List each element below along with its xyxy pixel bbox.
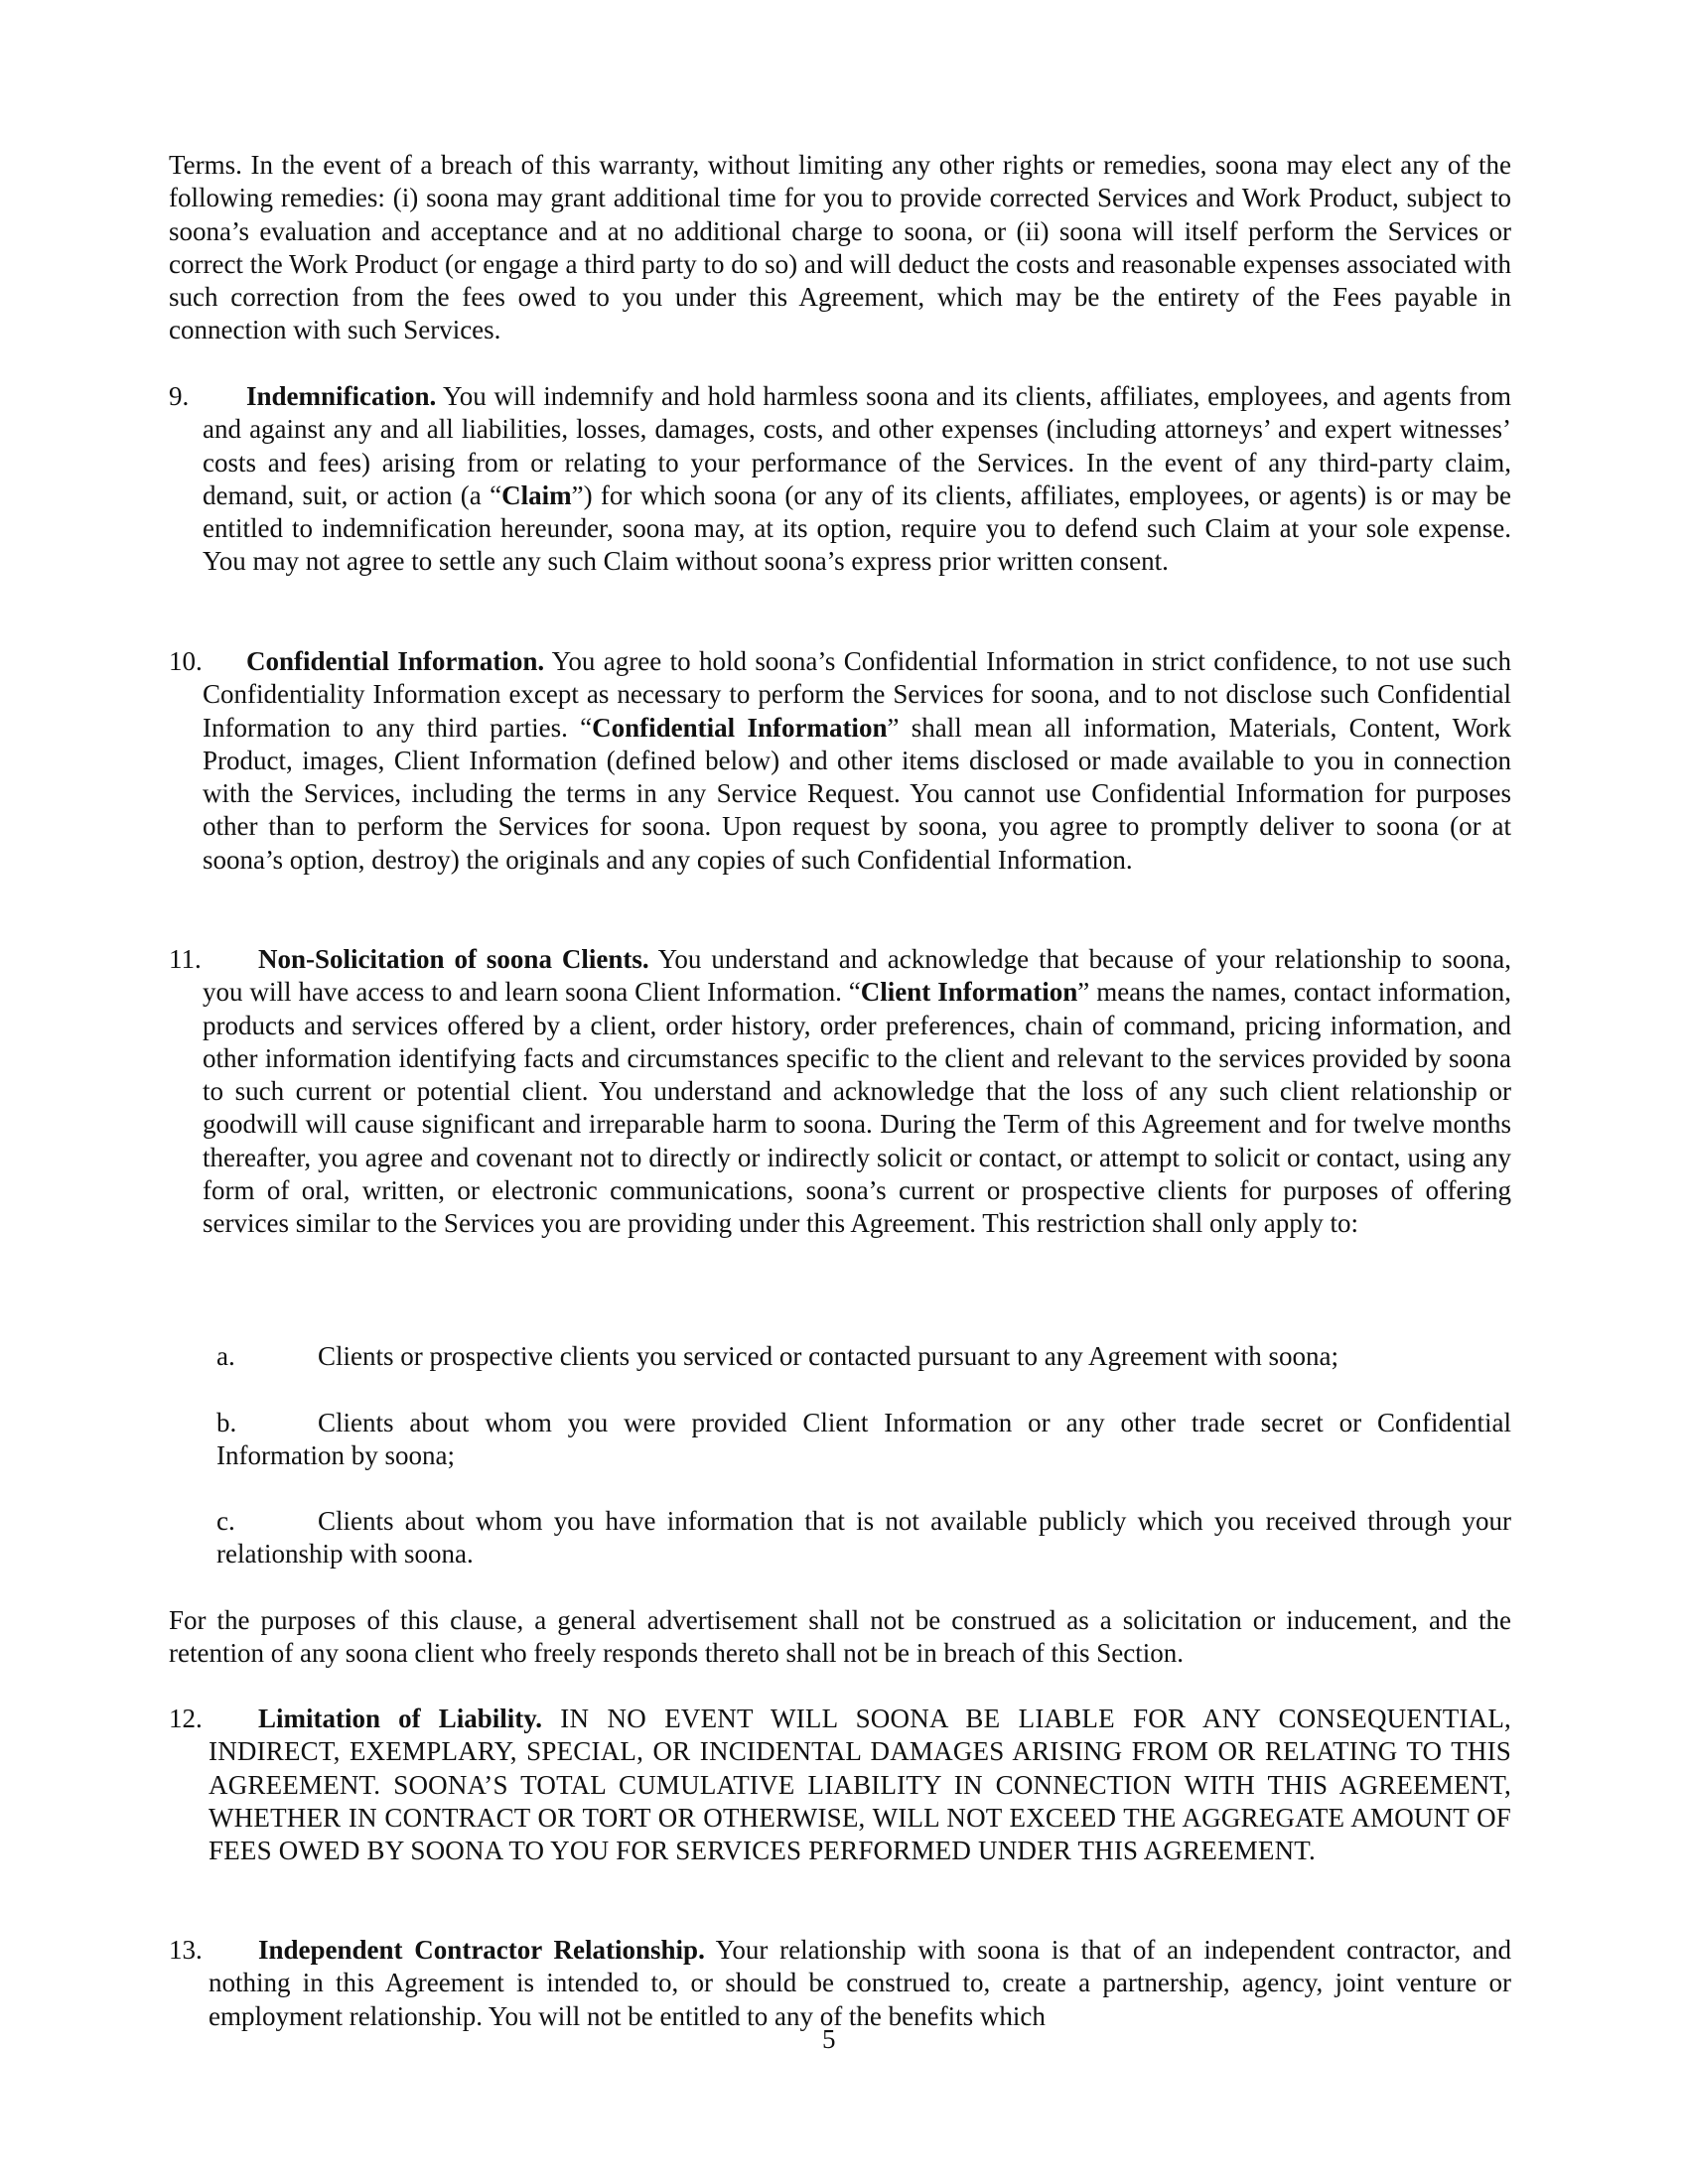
section-heading: Independent Contractor Relationship.: [258, 1935, 705, 1965]
subitem-text: Clients or prospective clients you serviced or contacted pursuant to any Agreement with soona;: [318, 1341, 1338, 1371]
section-text: Your relationship with soona is that of an independent contractor, and nothing in this Agreement is intended to, or should be construed to, create a partnership, agency, joint venture or employment relationship: [209, 1935, 1512, 2031]
section-number: 11.: [169, 944, 202, 974]
subitem-a: [216, 1340, 1511, 1373]
section-text: IN NO EVENT WILL SOONA BE LIABLE FOR ANY CONSEQUENTIAL, INDIRECT, EXEMPLARY, SPECIAL, OR INCIDENTAL DAMAGES ARISING FROM OR RELATING TO THIS AGREEMENT. SOONA’S TOTAL CUMULATIVE LIABILITY IN CONNECTION WITH THIS AGREEMENT, WHETHER IN CONTRACT OR TORT OR OTHERWISE, WILL NOT EXCEED THE AGGREGATE AMOUNT OF FEES OWED BY SOONA TO YOU FOR SERVICES PERFORMED UNDER THIS AGREEMENT.: [209, 1704, 1511, 1866]
section-text: You agree to hold soona’s Confidential Information in strict confidence, to not use such Confidentiality Information except as necessary to perform the Services for soona, and to not disclose such Confidential Information to any third parties. “: [203, 646, 1511, 743]
section-text-after: ”) for which soona (or any of its clients, affiliates, employees, or agents) is or may be entitled to indemnification hereunder, soona may, at its option, require you to defend such Claim at your sole expense. You may not agree to settle any such Claim without soona’s express prior written consent.: [203, 479, 1511, 577]
subitem-b: [216, 1407, 1511, 1473]
section-number: 13.: [169, 1935, 203, 1965]
subitem-c: [216, 1505, 1511, 1571]
defined-term: Claim: [501, 479, 572, 510]
page-number: 5: [822, 2024, 836, 2054]
section-10: [169, 645, 1511, 877]
section-text: You understand and acknowledge that because of your relationship to soona, you will have access to and learn soona Client Information. “: [203, 944, 1511, 1008]
subitem-letter: c.: [216, 1506, 235, 1536]
intro-paragraph: Terms. In the event of a breach of this warranty, without limiting any other rights or remedies, soona may elect any of the following remedies: (i) soona may grant additional time for you to provide corrected Services and Work Product, subject to soona’s evaluation and acceptance and at no additional charge to soona, or (ii) soona will itself perform the Services or correct the Work Product (or engage a third party to do so) and will deduct the costs and reasonable expenses associated with such correction from the fees owed to you under this Agreement, which may be the entirety of the Fees payable in connection with such Services.: [169, 150, 1511, 345]
section-12: [169, 1703, 1511, 1867]
subitem-text: Clients about whom you have information that is not available publicly which you received through your relationship with soona.: [216, 1506, 1511, 1570]
subitem-letter: b.: [216, 1408, 237, 1437]
section-heading: Limitation of Liability.: [258, 1704, 542, 1733]
defined-term: Client Information: [860, 977, 1078, 1008]
section-11: [169, 943, 1511, 1241]
section-11-closing: For the purposes of this clause, a general advertisement shall not be construed as a solicitation or inducement, and the retention of any soona client who freely responds thereto shall not be in breach of this Section.: [169, 1605, 1511, 1669]
section-text: You will indemnify and hold harmless soona and its clients, affiliates, employees, and agents from and against any and all liabilities, losses, damages, costs, and other expenses (including attorneys’ and expert witnesses’ costs and fees) arising from or relating to your performance of the Services. In the event of any third-party claim, demand, suit, or action (a “: [203, 381, 1511, 510]
section-text-after: ” means the names, contact information, products and services offered by a client, order history, order preferences, chain of command, pricing information, and other information identifying facts and circumstances specific to the client and relevant to the services provided by soona to such current or potential client. You understand and acknowledge that the loss of any such client relationship or goodwill will cause significant and irreparable harm to soona. During the Term of this Agreement and for twelve months thereafter, you agree and covenant not to directly or indirectly solicit or contact, or attempt to solicit or contact, using any form of oral, written, or electronic communications, soona’s current or prospective clients for purposes of offering services similar to the Services you are providing under this Agreement. This restriction shall only apply to:: [203, 977, 1511, 1239]
section-heading: Confidential Information.: [246, 646, 545, 676]
section-heading: Non-Solicitation of soona Clients.: [258, 944, 649, 974]
section-text-after: . You will not be entitled to any of the benefits which: [476, 2000, 1046, 2031]
section-text-after: ” shall mean all information, Materials, Content, Work Product, images, Client Information (defined below) and other items disclosed or made available to you in connection with the Services, including the terms in any Service Request. You cannot use Confidential Information for purposes other than to perform the Services for soona. Upon request by soona, you agree to promptly deliver to soona (or at soona’s option, destroy) the originals and any copies of such Confidential Information.: [203, 712, 1511, 875]
defined-term: Confidential Information: [592, 712, 888, 743]
section-number: 10.: [169, 646, 203, 676]
section-number: 9.: [169, 381, 190, 411]
section-number: 12.: [169, 1704, 203, 1733]
section-heading: Indemnification.: [246, 381, 437, 411]
section-9: [169, 380, 1511, 579]
section-13: [169, 1934, 1511, 2033]
subitem-text: Clients about whom you were provided Client Information or any other trade secret or Confidential Information by soona;: [216, 1408, 1511, 1471]
subitem-letter: a.: [216, 1341, 235, 1371]
